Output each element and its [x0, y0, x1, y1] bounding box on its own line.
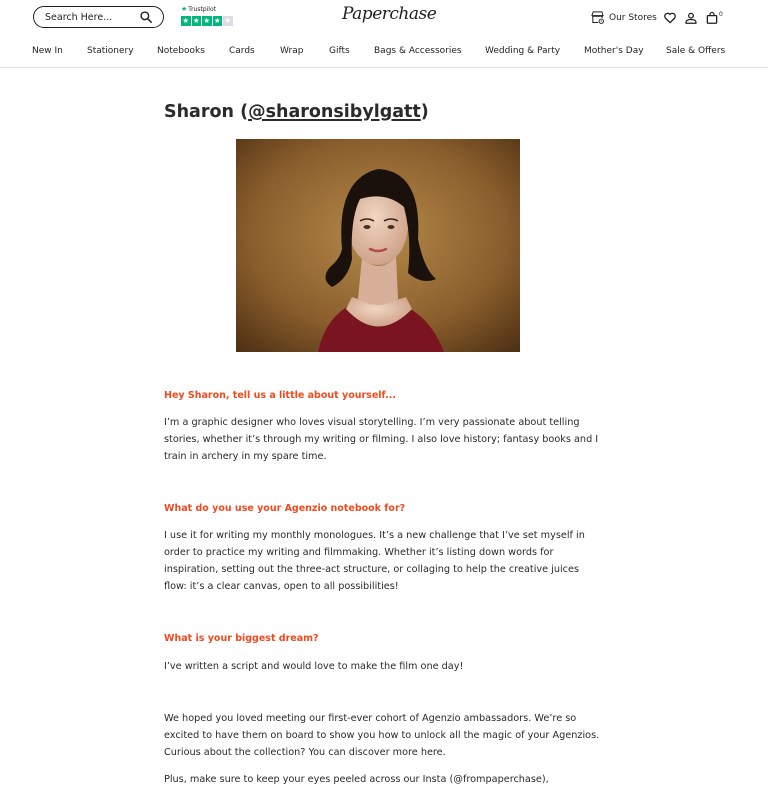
section-body: I’m a graphic designer who loves visual storytelling. I’m very passionate about telling stories, whether it’s through my writing or filming. I also love history; fantasy books and I train in archery in my spare time. [164, 417, 599, 462]
portrait-photo [236, 139, 520, 352]
rating-star-icon: ★ [182, 16, 190, 25]
nav-item-bags-accessories[interactable]: Bags & Accessories [374, 46, 462, 56]
insta-end: ), [541, 774, 549, 785]
nav-item-stationery[interactable]: Stationery [87, 46, 134, 56]
section-heading: What do you use your Agenzio notebook for? [164, 503, 406, 514]
rating-star-icon: ★ [192, 16, 200, 25]
section-heading: What is your biggest dream? [164, 633, 319, 644]
search-input[interactable] [45, 10, 141, 24]
section-body: I use it for writing my monthly monologues. It’s a new challenge that I’ve set myself in order to practice my writing and filmmaking. Whether it’s listing down words for inspiration, setting out the three-act structure, or collaging to help the creative juices flow: it’s a clear canvas, open to all possibilities! [164, 530, 585, 592]
nav-item-sale-offers[interactable]: Sale & Offers [666, 46, 726, 56]
section-body: I’ve written a script and would love to make the film one day! [164, 661, 464, 672]
our-stores-label: Our Stores [609, 12, 657, 23]
discover-more-link[interactable]: here [420, 747, 443, 758]
shopping-bag-icon[interactable] [705, 11, 719, 25]
trustpilot-label: Trustpilot [188, 5, 216, 13]
our-stores-link[interactable] [590, 10, 657, 25]
rating-star-icon: ★ [224, 16, 232, 25]
insta-text: Plus, make sure to keep your eyes peeled across our Insta ( [164, 774, 454, 785]
site-logo[interactable]: Paperchase [342, 4, 437, 24]
rating-star-icon: ★ [213, 16, 221, 25]
insta-paragraph [164, 771, 604, 788]
nav-item-gifts[interactable]: Gifts [329, 46, 350, 56]
top-header [0, 0, 768, 40]
nav-item-mothers-day[interactable]: Mother's Day [584, 46, 644, 56]
account-icon[interactable] [684, 11, 698, 25]
trustpilot-star-icon: ★ [181, 4, 188, 13]
closing-end: . [442, 747, 446, 758]
trustpilot-widget[interactable] [181, 5, 233, 26]
insta-handle-link[interactable]: @frompaperchase [453, 774, 542, 785]
title-prefix: Sharon ( [164, 102, 249, 122]
nav-item-cards[interactable]: Cards [229, 46, 255, 56]
nav-item-new-in[interactable]: New In [32, 46, 63, 56]
page-title [164, 102, 429, 122]
title-handle-link[interactable]: @sharonsibylgatt [248, 102, 421, 122]
trustpilot-rating [181, 16, 233, 26]
section-heading: Hey Sharon, tell us a little about yourself... [164, 390, 396, 401]
search-box[interactable] [33, 6, 164, 28]
title-suffix: ) [420, 102, 429, 122]
nav-item-wedding-party[interactable]: Wedding & Party [485, 46, 561, 56]
trustpilot-logo [181, 5, 233, 13]
search-icon[interactable] [139, 10, 153, 24]
store-icon [590, 10, 605, 25]
nav-item-wrap[interactable]: Wrap [280, 46, 304, 56]
bag-count-badge: 0 [719, 11, 723, 18]
rating-star-icon: ★ [203, 16, 211, 25]
nav-item-notebooks[interactable]: Notebooks [157, 46, 205, 56]
closing-paragraph [164, 710, 604, 761]
main-nav [0, 40, 768, 68]
closing-text: We hoped you loved meeting our first-ever cohort of Agenzio ambassadors. We’re so excited to have them on board to show you how to unlock all the magic of your Agenzios. Curious about the collection? You can discover more [164, 713, 600, 758]
heart-icon[interactable] [663, 11, 677, 25]
